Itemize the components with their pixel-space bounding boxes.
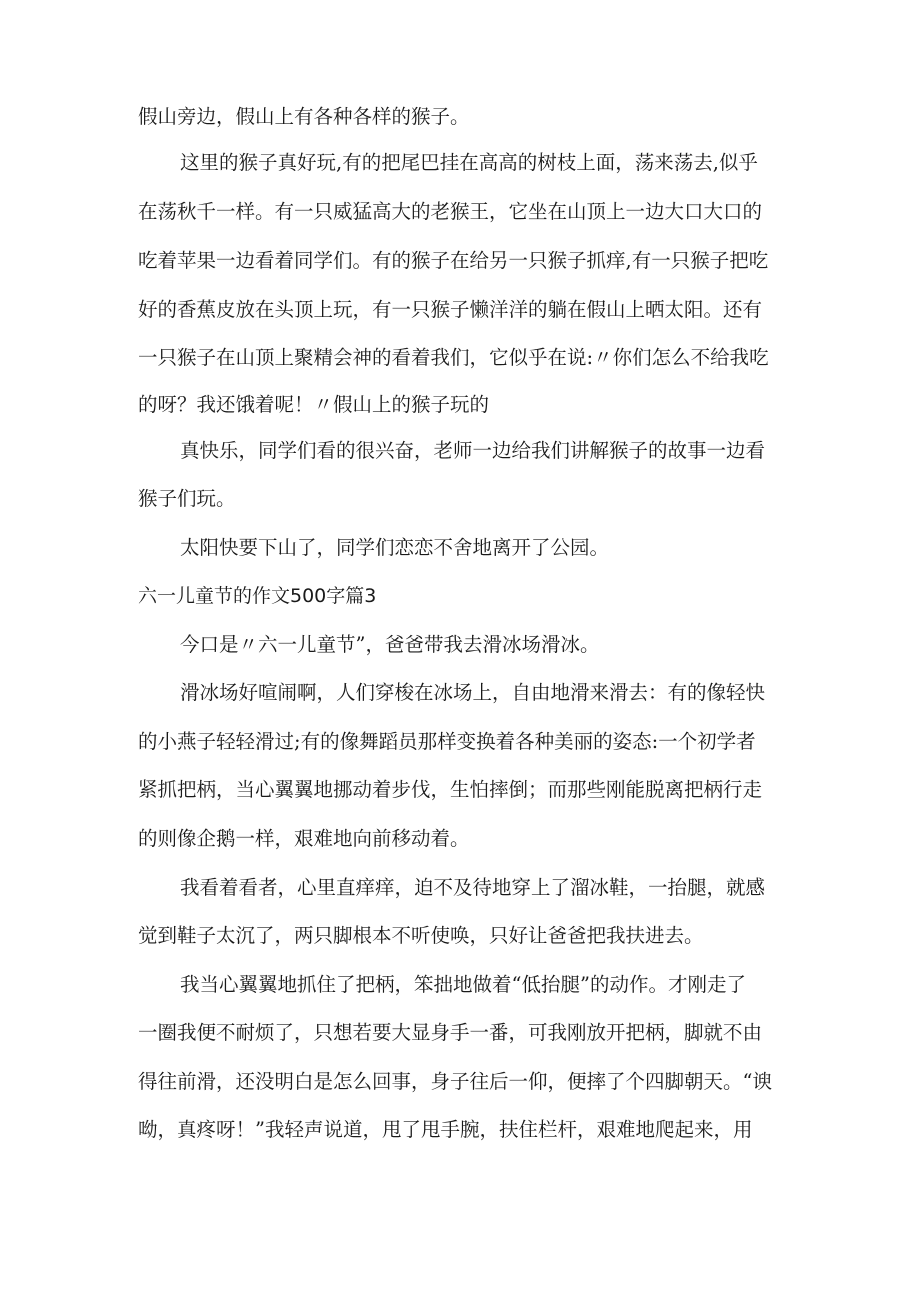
text-line: 猴子们玩。: [138, 487, 236, 510]
paragraph-start-line: 滑冰场好喧闹啊，人们穿梭在冰场上，自由地滑来滑去：有的像轻快: [180, 681, 766, 704]
text-line: 紧抓把柄，当心翼翼地挪动着步伐，生怕摔倒；而那些刚能脱离把柄行走: [138, 778, 763, 801]
text-line: 的呀？我还饿着呢！〃假山上的猴子玩的: [138, 393, 490, 416]
paragraph-start-line: 今口是〃六一儿童节”，爸爸带我去滑冰场滑冰。: [180, 633, 600, 656]
paragraph-start-line: 这里的猴子真好玩,有的把尾巴挂在高高的树枝上面，荡来荡去,似乎: [180, 151, 758, 174]
paragraph-start-line: 我当心翼翼地抓住了把柄，笨拙地做着“低抬腿”的动作。才刚走了: [180, 973, 746, 996]
text-line: 一只猴子在山顶上聚精会神的看着我们，它似乎在说:〃你们怎么不给我吃: [138, 346, 769, 369]
text-line: 的小燕子轻轻滑过;有的像舞蹈员那样变换着各种美丽的姿态:一个初学者: [138, 730, 756, 753]
text-line: 在荡秋千一样。有一只威猛高大的老猴王，它坐在山顶上一边大口大口的: [138, 200, 763, 223]
paragraph-start-line: 真快乐，同学们看的很兴奋，老师一边给我们讲解猴子的故事一边看: [180, 439, 766, 462]
text-line: 吃着苹果一边看着同学们。有的猴子在给另一只猴子抓痒,有一只猴子把吃: [138, 249, 769, 272]
section-heading: 六一儿童节的作文500字篇3: [138, 585, 377, 607]
text-line: 好的香蕉皮放在头顶上玩，有一只猴子懒洋洋的躺在假山上晒太阳。还有: [138, 298, 763, 321]
text-line: 假山旁边，假山上有各种各样的猴子。: [138, 105, 470, 128]
text-line: 一圈我便不耐烦了，只想若要大显身手一番，可我刚放开把柄，脚就不由: [138, 1021, 763, 1044]
paragraph-start-line: 我看着看者，心里直痒痒，迫不及待地穿上了溜冰鞋，一抬腿，就感: [180, 876, 766, 899]
paragraph-start-line: 太阳快要下山了，同学们恋恋不舍地离开了公园。: [180, 536, 610, 559]
text-line: 呦，真疼呀！”我轻声说道，甩了甩手腕，扶住栏杆，艰难地爬起来，用: [138, 1118, 753, 1141]
text-line: 的则像企鹅一样，艰难地向前移动着。: [138, 827, 470, 850]
text-line: 觉到鞋子太沉了，两只脚根本不听使唤，只好让爸爸把我扶进去。: [138, 924, 704, 947]
text-line: 得往前滑，还没明白是怎么回事，身子往后一仰，便摔了个四脚朝天。“谀: [138, 1070, 772, 1093]
